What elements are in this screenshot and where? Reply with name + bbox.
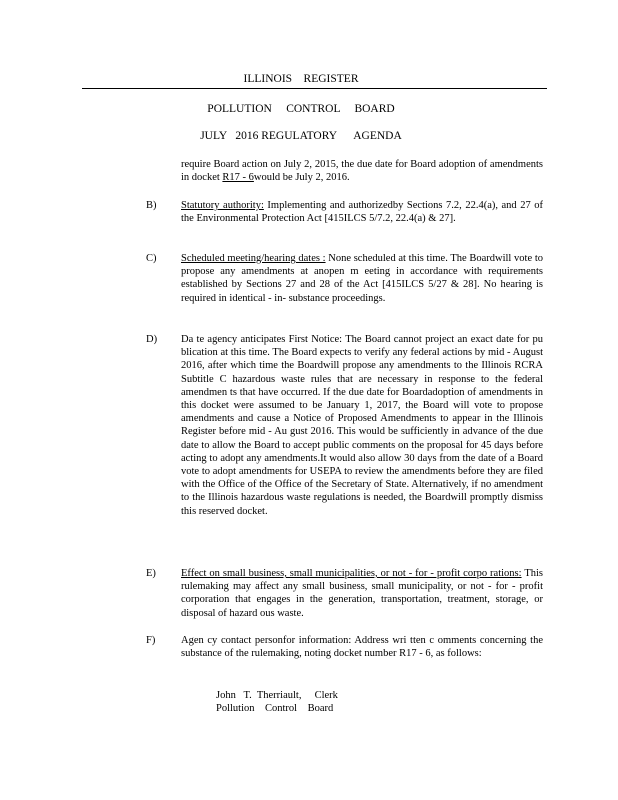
section-c-letter: C) <box>146 253 157 264</box>
section-b-paragraph <box>181 199 543 225</box>
section-b-heading: Statutory authority: <box>181 200 264 211</box>
section-c-paragraph <box>181 252 543 305</box>
section-f-letter: F) <box>146 635 156 646</box>
section-f-body: Agen cy contact personfor information: Address wri tten c omments concerning the substance of the rulemaking, noting docket number R17 - 6, as follows: <box>181 635 543 660</box>
section-b-letter: B) <box>146 200 157 211</box>
intro-paragraph <box>181 158 543 184</box>
section-e-paragraph <box>181 567 543 620</box>
section-e-body: This rulemaking may affect any small business, small municipality, or not - for - profit corporation that engages in the generation, transportation, treatment, storage, or disposal of hazard ous waste. <box>181 568 543 619</box>
section-b-body: Implementing and authorizedby Sections 7.2, 22.4(a), and 27 of the Environmental Protection Act [415ILCS 5/7.2, 22.4(a) & 27]. <box>181 200 543 225</box>
address-line-2: Pollution Control Board <box>216 703 334 714</box>
section-c-body: None scheduled at this time. The Boardwill vote to propose any amendments at anopen m eeting in accordance with requirements established by Sections 27 and 28 of the Act [415ILCS 5/27 & 28]. No hearing is required in identical - in- substance proceedings. <box>181 253 543 304</box>
header-agenda: JULY 2016 REGULATORY AGENDA <box>200 130 402 142</box>
address-line-1: John T. Therriault, Clerk <box>216 690 338 701</box>
section-e-heading: Effect on small business, small municipalities, or not - for - profit corpo rations: <box>181 568 522 579</box>
section-e-letter: E) <box>146 568 156 579</box>
section-d-paragraph <box>181 333 543 518</box>
intro-text-after: would be July 2, 2016. <box>253 172 350 184</box>
header-rule <box>82 88 547 89</box>
section-f-paragraph <box>181 634 543 660</box>
header-agency: POLLUTION CONTROL BOARD <box>207 103 395 115</box>
section-d-letter: D) <box>146 334 158 345</box>
section-c-heading: Scheduled meeting/hearing dates : <box>181 253 326 264</box>
header-title: ILLINOIS REGISTER <box>243 73 359 85</box>
intro-text-before: require Board action on July 2, 2015, the due date for Board adoption of amendments in docket <box>181 159 543 184</box>
intro-docket: R17 - 6 <box>222 172 254 184</box>
section-d-body: Da te agency anticipates First Notice: The Board cannot project an exact date for pu blication at this time. The Board expects to verify any federal actions by mid - August 2016, after which time the Boardwill propose any amendments to the Illinois RCRA Subtitle C hazardous waste rules that are necessary in response to the federal amendmen ts that have occurred. If the due date for Boardadoption of amendments in this docket were assumed to be January 1, 2017, the Board will vote to propose amendments and cause a Notice of Proposed Amendments to appear in the Illinois Register before mid - Au gust 2016. This would be sufficiently in advance of the due date to allow the Board to accept public comments on the proposal for 45 days before acting to adopt any amendments.It would also allow 30 days from the date of a Board vote to adopt amendments for USEPA to review the amendments before they are filed with the Office of the Office of the Secretary of State. Alternatively, if no amendment to the Illinois hazardous waste regulations is needed, the Boardwill promptly dismiss this reserved docket. <box>181 334 543 517</box>
